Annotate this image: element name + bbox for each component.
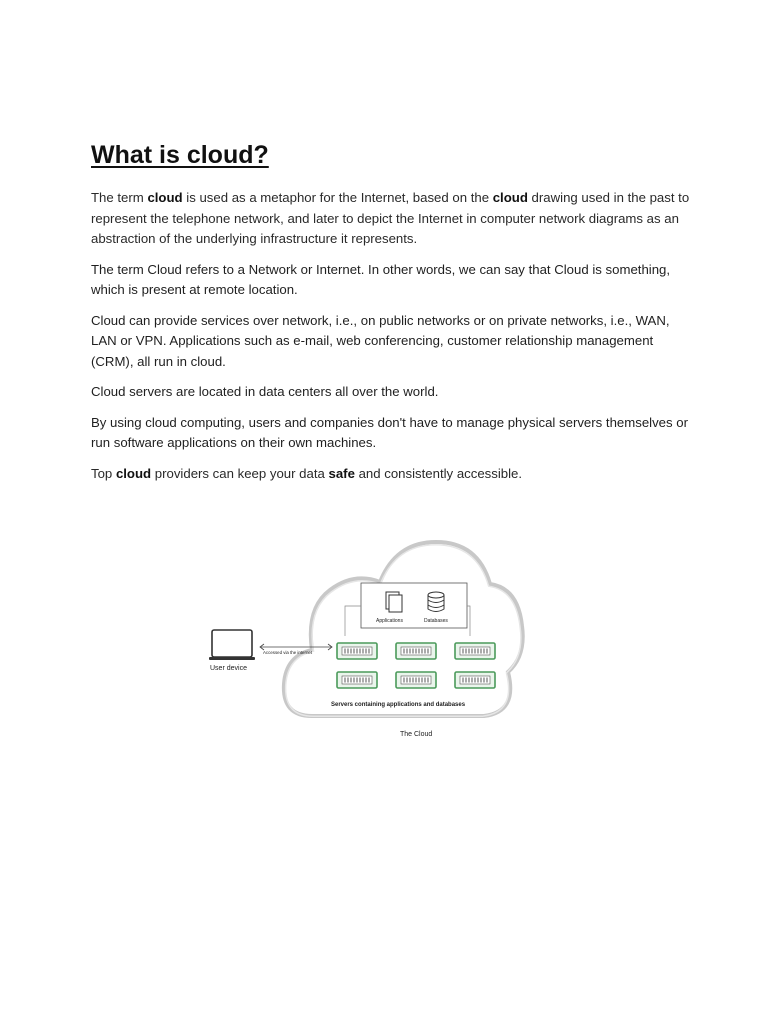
text-run: The term [91, 190, 148, 205]
server-icon [396, 643, 436, 659]
paragraph-3 [91, 311, 691, 373]
paragraph-5 [91, 413, 691, 454]
bold-term: cloud [115, 465, 152, 481]
applications-label: Applications [376, 618, 403, 624]
body-text [91, 188, 691, 494]
bold-term: cloud [147, 190, 183, 205]
server-icon [337, 643, 377, 659]
text-run: is used as a metaphor for the Internet, based on the [182, 190, 493, 205]
text-run: Cloud can provide services over network, i.e., on public networks or on private networks, i.e., WAN, LAN or VPN. Applications such as e-mail, web conferencing, customer relationship management (CRM), all run in cloud. [91, 312, 670, 369]
paragraph-4 [91, 382, 691, 403]
laptop-icon [209, 630, 255, 660]
server-icon [396, 672, 436, 688]
text-run: Top [91, 465, 116, 481]
paragraph-6 [91, 464, 691, 485]
databases-label: Databases [424, 618, 448, 624]
applications-icon [386, 592, 402, 612]
server-icon [455, 643, 495, 659]
bold-term: cloud [492, 190, 528, 205]
text-run: providers can keep your data [151, 465, 329, 481]
text-run: and consistently accessible. [354, 465, 523, 481]
cloud-diagram-svg [200, 530, 530, 745]
cloud-label: The Cloud [400, 731, 433, 738]
bold-term: safe [328, 465, 355, 481]
paragraph-2 [91, 260, 691, 301]
user-device-label: User device [210, 665, 247, 672]
servers-label: Servers containing applications and databases [331, 702, 466, 708]
paragraph-1 [91, 188, 691, 250]
text-run: drawing used in the past to represent the telephone network, and later to depict the Internet in computer network diagrams as an abstraction of the underlying infrastructure it represents. [91, 190, 690, 246]
server-icon [455, 672, 495, 688]
connection-label: Accessed via the internet [263, 650, 313, 655]
server-icon [337, 672, 377, 688]
text-run: Cloud servers are located in data centers all over the world. [91, 384, 439, 399]
page-title: What is cloud? [91, 141, 269, 169]
text-run: The term Cloud refers to a Network or Internet. In other words, we can say that Cloud is something, which is present at remote location. [91, 261, 671, 297]
cloud-outline [284, 542, 523, 716]
cloud-diagram [200, 530, 530, 745]
text-run: By using cloud computing, users and companies don't have to manage physical servers themselves or run software applications on their own machines. [91, 414, 689, 450]
